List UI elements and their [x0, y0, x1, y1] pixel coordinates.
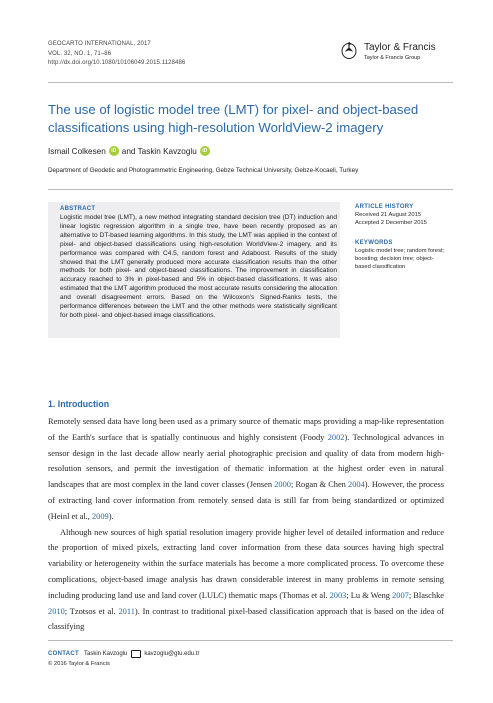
- keywords-heading: KEYWORDS: [355, 240, 393, 246]
- keywords: [355, 240, 447, 272]
- abstract-text: Logistic model tree (LMT), a new method integrating standard decision tree (DT) induction and linear logistic regression algorithm in a single tree, have been recently proposed as an alternative to DT-based learning algorithms. In this study, the LMT was applied in the context of pixel- and object-based classifications using high-resolution WorldView-2 imagery, and its performance was compared with C4.5, random forest and Adaboost. Results of the study showed that the LMT generally produced more accurate classification results than the other methods for both pixel- and object-based classifications. The improvement in classification accuracy reached to 3% in pixel-based and 5% in object-based classifications. It was also estimated that the LMT algorithm produced the most accurate results considering the allocation and overall disagreement errors. Based on the Wilcoxon's Signed-Ranks tests, the performance differences between the LMT and the other methods were statistically significant for both pixel- and object-based image classifications.: [60, 214, 337, 319]
- mail-icon: [131, 650, 141, 658]
- abstract-heading: ABSTRACT: [60, 206, 96, 212]
- contact-label: CONTACT: [48, 651, 79, 657]
- article-title: The use of logistic model tree (LMT) for pixel- and object-based classifications using high-resolution WorldView-2 imagery: [48, 102, 419, 135]
- section-heading: 1. Introduction: [48, 399, 110, 409]
- accepted-date: Accepted 2 December 2015: [355, 219, 427, 226]
- paragraph: Although new sources of high spatial resolution imagery provide higher level of detailed information and reduce the proportion of mixed pixels, extracting land cover information from these data sources having high spectral variability or heterogeneity within the surface materials has become a more complicated process. To overcome these complications, object-based image analysis has drawn considerable interest in many problems in remote sensing including producing land use and land cover (LULC) thematic maps (Thomas et al. 2003; Lu & Weng 2007; Blaschke 2010; Tzotsos et al. 2011). In contrast to traditional pixel-based classification approach that is based on the idea of classifying: [48, 527, 444, 632]
- article-history-heading: ARTICLE HISTORY: [355, 204, 414, 210]
- citation-link[interactable]: 2010: [48, 606, 65, 616]
- body-text: [48, 414, 444, 635]
- citation-link[interactable]: 2002: [327, 432, 345, 442]
- keywords-text: Logistic model tree; random forest; boosting; decision tree; object-based classification: [355, 248, 445, 270]
- citation-link[interactable]: 2004: [348, 480, 365, 490]
- affiliation: Department of Geodetic and Photogrammetric Engineering, Gebze Technical University, Gebze-Kocaeli, Turkey: [48, 167, 359, 174]
- publisher-emblem-icon: [340, 40, 358, 60]
- contact-email[interactable]: kavzoglu@gtu.edu.tr: [144, 651, 200, 657]
- citation-link[interactable]: 2000: [274, 480, 291, 490]
- publisher-logo: [340, 40, 450, 70]
- publisher-group: Taylor & Francis Group: [364, 55, 421, 61]
- publisher-name: Taylor & Francis: [364, 42, 436, 53]
- contact-name: Taskin Kavzoglu: [83, 651, 128, 657]
- copyright: © 2016 Taylor & Francis: [48, 661, 110, 667]
- journal-meta: [48, 40, 185, 69]
- citation-link[interactable]: 2003: [329, 590, 347, 600]
- header-divider: [48, 82, 453, 83]
- author-1: Ismail Colkesen: [48, 146, 106, 156]
- orcid-icon[interactable]: iD: [200, 146, 210, 156]
- received-date: Received 21 August 2015: [355, 212, 422, 218]
- author-2: and Taskin Kavzoglu: [121, 146, 197, 156]
- journal-name: GEOCARTO INTERNATIONAL, 2017: [48, 41, 151, 47]
- footer-divider: [48, 640, 453, 641]
- citation-link[interactable]: 2009: [91, 511, 109, 521]
- title-divider: [48, 189, 453, 190]
- paragraph: Remotely sensed data have long been used as a primary source of thematic maps providing a map-like representation of the Earth's surface that is spatially continuous and highly consistent (Foody 2002). Technological advances in sensor design in the last decade allow nearly aerial photographic precision and quality of data from modern high-resolution sensors, and permit the investigation of thematic information at the highest order even in natural landscapes that are most complex in the land cover classes (Jensen 2000; Rogan & Chen 2004). However, the process of extracting land cover information from remotely sensed data is still far from being standardized or optimized (Heinl et al., 2009).: [48, 417, 444, 521]
- contact-line: [48, 650, 199, 658]
- article-history: [355, 204, 450, 228]
- journal-doi[interactable]: http://dx.doi.org/10.1080/10106049.2015.1128486: [48, 60, 186, 66]
- author-line: [48, 146, 213, 156]
- citation-link[interactable]: 2011: [118, 606, 135, 616]
- citation-link[interactable]: 2007: [392, 590, 409, 600]
- journal-volume: VOL. 32, NO. 1, 71–86: [48, 50, 112, 57]
- orcid-icon[interactable]: iD: [109, 146, 119, 156]
